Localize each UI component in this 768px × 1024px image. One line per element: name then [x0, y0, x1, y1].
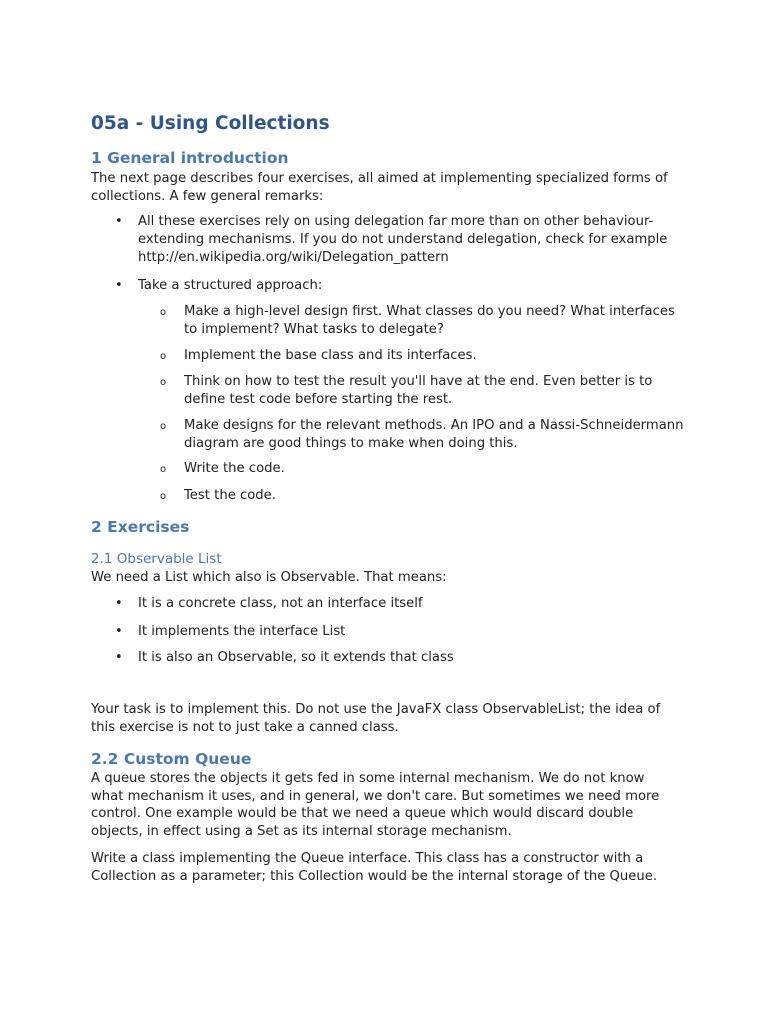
custom-queue-paragraph-2: Write a class implementing the Queue interface. This class has a constructor with a Collection as a parameter; this Collection would be the internal storage of the Queue.: [91, 851, 658, 884]
bullet-structured-approach: • Take a structured approach:: [138, 277, 693, 295]
bullet-concrete-class: • It is a concrete class, not an interface itself: [138, 595, 693, 613]
document-title: 05a - Using Collections: [91, 113, 330, 134]
subsection-heading-observable-list: 2.1 Observable List: [91, 551, 222, 567]
bullet-implements-list: • It implements the interface List: [138, 623, 693, 641]
section-heading-general-introduction: 1 General introduction: [91, 149, 289, 167]
observable-list-intro: We need a List which also is Observable. That means:: [91, 570, 447, 585]
step-test-code: o Test the code.: [184, 487, 689, 505]
subsection-heading-custom-queue: 2.2 Custom Queue: [91, 750, 252, 768]
step-implement-base-class: o Implement the base class and its interfaces.: [184, 347, 689, 365]
step-make-designs: o Make designs for the relevant methods. An IPO and a Nassi-Schneidermann diagram are good things to make when doing this.: [184, 417, 689, 453]
observable-list-task-paragraph: Your task is to implement this. Do not use the JavaFX class ObservableList; the idea of this exercise is not to just take a canned class.: [91, 702, 661, 735]
section-heading-exercises: 2 Exercises: [91, 518, 190, 536]
step-high-level-design: o Make a high-level design first. What classes do you need? What interfaces to implement? What tasks to delegate?: [184, 303, 689, 339]
general-intro-paragraph: The next page describes four exercises, all aimed at implementing specialized forms of collections. A few general remarks:: [91, 171, 668, 204]
bullet-extends-observable: • It is also an Observable, so it extends that class: [138, 649, 693, 667]
custom-queue-paragraph-1: A queue stores the objects it gets fed in some internal mechanism. We do not know what mechanism it uses, and in general, we don't care. But sometimes we need more control. One example would be that we need a queue which would discard double objects, in effect using a Set as its internal storage mechanism.: [91, 771, 660, 839]
step-think-on-testing: o Think on how to test the result you'll have at the end. Even better is to define test code before starting the rest.: [184, 373, 689, 409]
bullet-delegation: • All these exercises rely on using delegation far more than on other behaviour-extending mechanisms. If you do not understand delegation, check for example http://en.wikipedia.org/wiki/Delegation_pattern: [138, 213, 693, 267]
step-write-code: o Write the code.: [184, 460, 689, 478]
